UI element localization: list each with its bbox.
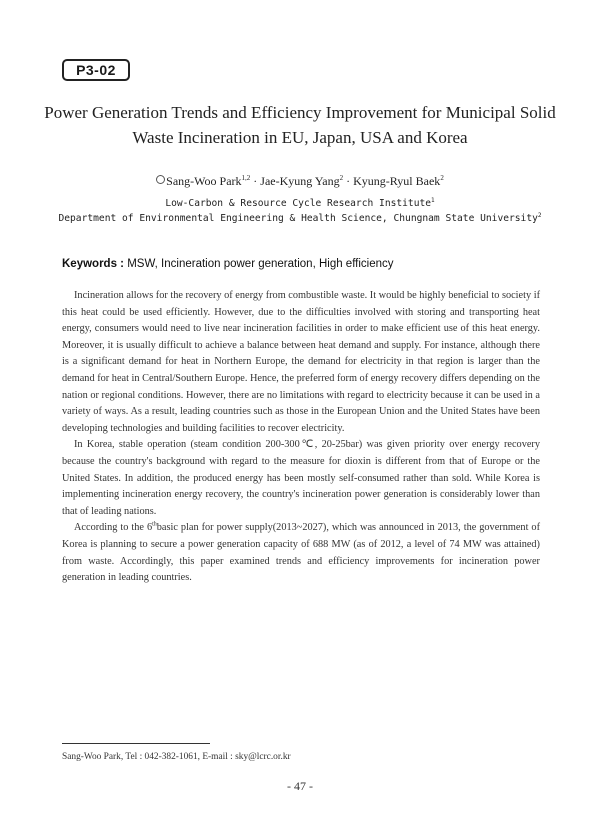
affiliation-2-mark: 2 — [537, 212, 542, 219]
paragraph-3 — [62, 520, 540, 586]
affiliation-1-text: Low-Carbon & Resource Cycle Research Institute — [165, 198, 432, 210]
keywords-value: MSW, Incineration power generation, High efficiency — [127, 258, 394, 270]
keywords-label: Keywords : — [62, 258, 128, 270]
page-number: - 47 - — [287, 779, 313, 793]
presenter-circle-icon — [156, 175, 165, 184]
paragraph-3-rest: basic plan for power supply(2013~2027), which was announced in 2013, the government of Korea is planning to secure a power generation capacity of 688 MW (as of 2012, a level of 74 MW was attained) from waste. Accordingly, this paper examined trends and efficiency improvements for incineration power generation in leading countries. — [62, 522, 540, 584]
paragraph-3-start: According to the 6 — [74, 522, 153, 534]
ordinal-suffix: th — [152, 521, 157, 528]
paragraph-2: In Korea, stable operation (steam condition 200-300℃, 20-25bar) was given priority over energy recovery because the country's background with regard to the measure for dioxin is different from that of Europe or the United States. In addition, the produced energy has been mostly self-consumed rather than sold. While Korea is implementing incineration energy recovery, the country's incineration power generation is considerably lower than that of leading nations. — [62, 439, 540, 517]
author-separator: · — [250, 174, 261, 188]
author-separator: · — [343, 174, 354, 188]
abstract-body — [62, 288, 540, 587]
title-line-2: Waste Incineration in EU, Japan, USA and Korea — [132, 128, 468, 147]
author-2-affil-mark: 2 — [339, 174, 344, 182]
title-line-1: Power Generation Trends and Efficiency Improvement for Municipal Solid — [44, 103, 556, 122]
author-1-name: Sang-Woo Park — [166, 174, 242, 188]
session-code-badge: P3-02 — [62, 59, 130, 81]
affiliation-1 — [0, 197, 600, 209]
affiliation-2 — [0, 212, 600, 224]
author-2-name: Jae-Kyung Yang — [260, 174, 340, 188]
affiliation-1-mark: 1 — [431, 197, 435, 204]
author-3-name: Kyung-Ryul Baek — [353, 174, 441, 188]
author-list — [0, 174, 600, 189]
author-3-affil-mark: 2 — [440, 174, 444, 182]
footnote-divider — [62, 743, 210, 744]
paragraph-1: Incineration allows for the recovery of energy from combustible waste. It would be highly beneficial to society if this heat could be used efficiently. However, due to the difficulties involved with storing and transporting heat energy, consumers would need to live near incineration facilities in order to make efficient use of this heat energy. Moreover, it is usually difficult to achieve a balance between heat demand and supply. For instance, although there is a significant demand for heat in Northern Europe, the demand for electricity in that region is larger than the demand for heat in Central/Southern Europe. Hence, the preferred form of energy recovery differs depending on the nation or regional conditions. However, there are no limitations with regard to electricity because it can be used in a variety of ways. As a result, leading countries such as those in the European Union and the United States have been developing technologies and building facilities to recover electricity. — [62, 290, 540, 434]
keywords-line — [62, 258, 394, 270]
author-1-affil-mark: 1,2 — [241, 174, 251, 182]
paper-title — [40, 100, 560, 150]
affiliation-2-text: Department of Environmental Engineering & Health Science, Chungnam State University — [58, 213, 538, 225]
corresponding-author-footnote: Sang-Woo Park, Tel : 042-382-1061, E-mail : sky@lcrc.or.kr — [62, 752, 291, 762]
